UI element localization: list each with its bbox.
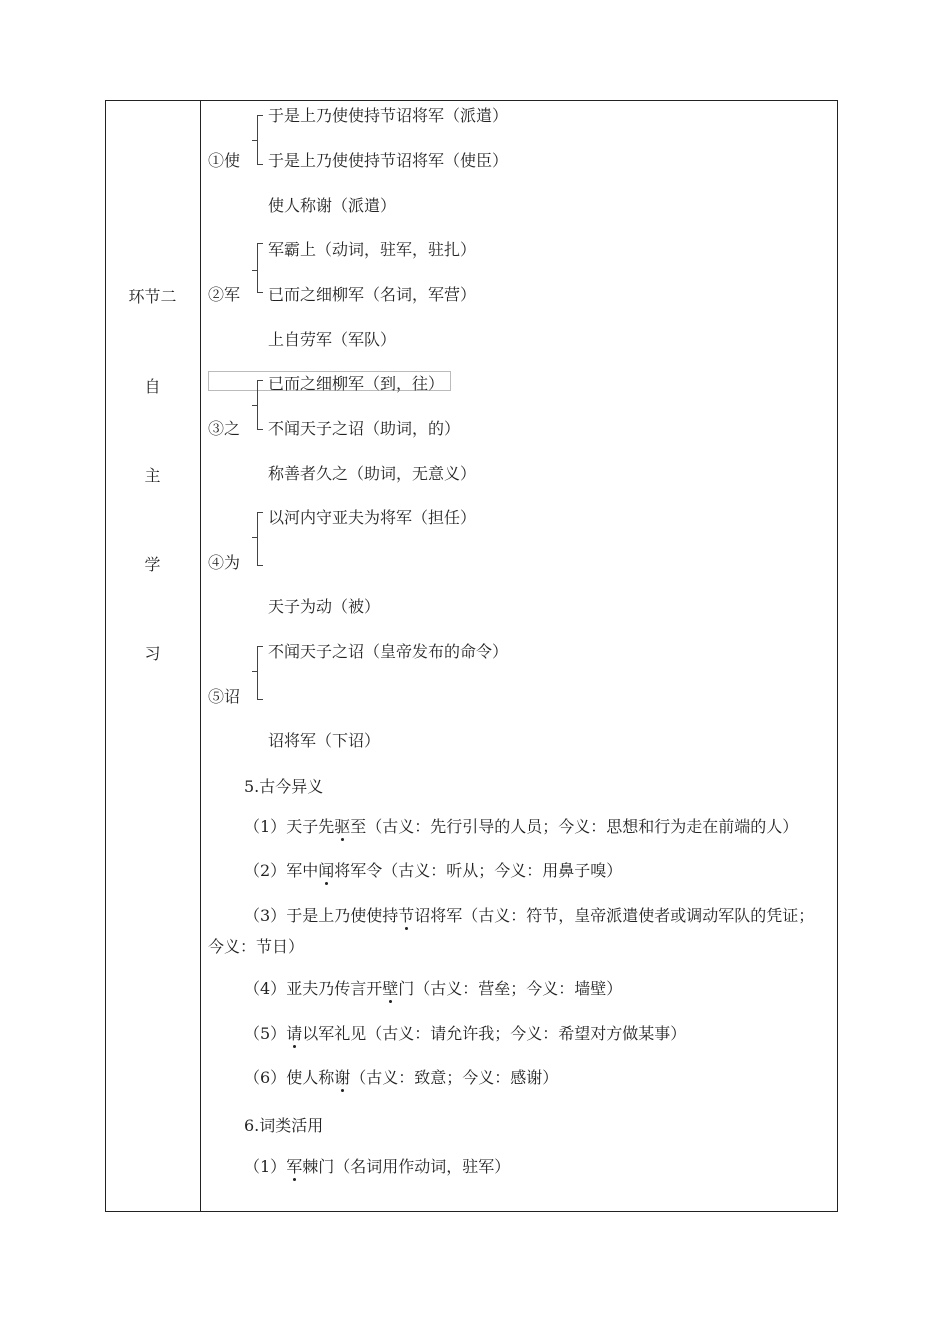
word-marker: ②军 — [208, 285, 241, 304]
example-line: 已而之细柳军（到，往） — [268, 374, 445, 393]
side-label-2: 自 — [144, 377, 161, 396]
column-divider — [200, 100, 201, 1212]
example-line: 上自劳军（军队） — [268, 330, 397, 349]
brace — [257, 115, 263, 165]
example-line: 诏将军（下诏） — [268, 731, 381, 750]
word-marker: ③之 — [208, 419, 241, 438]
list-item: （2）军中闻将军令（古义：听从；今义：用鼻子嗅） — [244, 861, 623, 880]
example-line: 不闻天子之诏（助词，的） — [268, 419, 461, 438]
word-marker: ①使 — [208, 151, 241, 170]
emphasis-dot: 驱 — [334, 817, 351, 836]
list-item: （5）请以军礼见（古义：请允许我；今义：希望对方做某事） — [244, 1024, 687, 1043]
list-item-continuation: 今义：节日） — [208, 937, 305, 956]
side-label-1: 环节二 — [128, 287, 177, 306]
list-item: （1）天子先驱至（古义：先行引导的人员；今义：思想和行为走在前端的人） — [244, 817, 799, 836]
section-heading: 5.古今异义 — [244, 777, 324, 796]
list-item: （3）于是上乃使使持节诏将军（古义：符节，皇帝派遣使者或调动军队的凭证； — [244, 906, 815, 925]
side-label-4: 学 — [144, 555, 161, 574]
emphasis-dot: 闻 — [318, 861, 335, 880]
example-line: 于是上乃使使持节诏将军（使臣） — [268, 151, 509, 170]
example-line: 以河内守亚夫为将军（担任） — [268, 508, 477, 527]
section-heading: 6.词类活用 — [244, 1116, 324, 1135]
brace — [257, 243, 263, 293]
example-line: 不闻天子之诏（皇帝发布的命令） — [268, 642, 509, 661]
brace — [257, 646, 263, 700]
emphasis-dot: 节 — [398, 906, 415, 925]
example-line: 军霸上（动词，驻军，驻扎） — [268, 240, 477, 259]
example-line: 于是上乃使使持节诏将军（派遣） — [268, 106, 509, 125]
example-line: 天子为动（被） — [268, 597, 381, 616]
list-item: （6）使人称谢（古义：致意；今义：感谢） — [244, 1068, 559, 1087]
brace — [257, 512, 263, 566]
emphasis-dot: 请 — [286, 1024, 303, 1043]
emphasis-dot: 谢 — [334, 1068, 351, 1087]
side-label-3: 主 — [144, 466, 161, 485]
word-marker: ⑤诏 — [208, 687, 241, 706]
emphasis-dot: 壁 — [382, 979, 399, 998]
side-label-5: 习 — [144, 644, 161, 663]
list-item: （4）亚夫乃传言开壁门（古义：营垒；今义：墙壁） — [244, 979, 623, 998]
example-line: 已而之细柳军（名词，军营） — [268, 285, 477, 304]
word-marker: ④为 — [208, 553, 241, 572]
example-line: 使人称谢（派遣） — [268, 196, 397, 215]
example-line: 称善者久之（助词，无意义） — [268, 464, 477, 483]
emphasis-dot: 军 — [286, 1157, 303, 1176]
list-item: （1）军棘门（名词用作动词，驻军） — [244, 1157, 511, 1176]
brace — [257, 380, 263, 430]
